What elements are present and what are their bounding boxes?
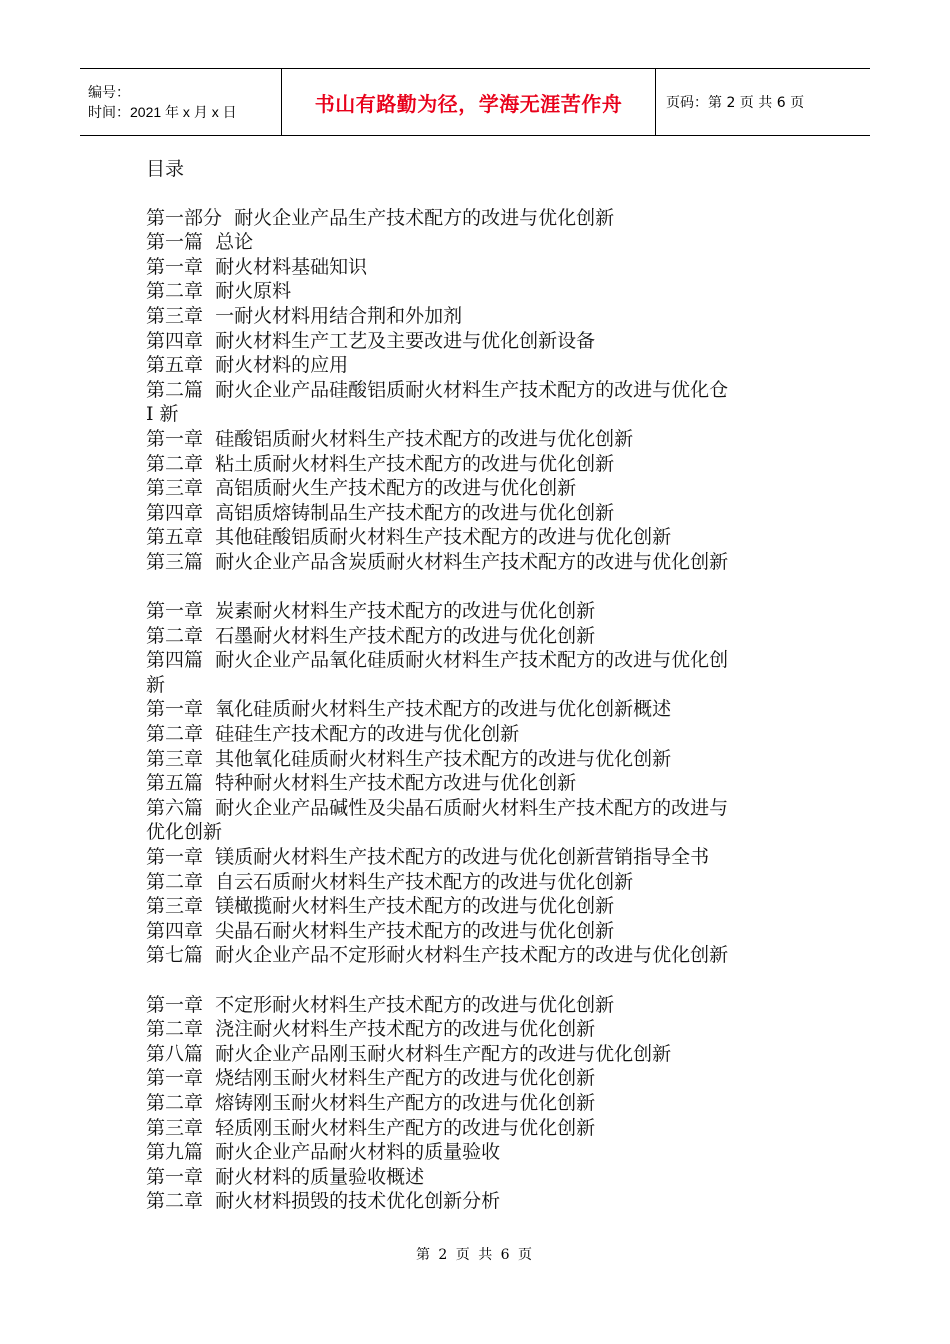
toc-line: 第一章 耐火材料基础知识: [146, 255, 368, 278]
toc-line: 第四章 尖晶石耐火材料生产技术配方的改进与优化创新: [146, 919, 615, 942]
toc-line: 第七篇 耐火企业产品不定形耐火材料生产技术配方的改进与优化创新: [146, 944, 729, 967]
toc-line: 第一章 烧结刚玉耐火材料生产配方的改进与优化创新: [146, 1067, 596, 1090]
toc-title: 目录: [146, 158, 185, 180]
toc-line: 第三章 轻质刚玉耐火材料生产配方的改进与优化创新: [146, 1116, 596, 1139]
toc-line: 第二章 熔铸刚玉耐火材料生产配方的改进与优化创新: [146, 1091, 596, 1114]
header-motto: 书山有路勤为径，学海无涯苦作舟: [314, 91, 623, 116]
toc-line: 第五章 耐火材料的应用: [146, 354, 349, 377]
toc-line: 第一章 硅酸铝质耐火材料生产技术配方的改进与优化创新: [146, 427, 634, 450]
page-footer: 第 2 页 共 6 页: [415, 1247, 535, 1263]
document-number-label: 编号：: [88, 84, 130, 100]
toc-line: 第二篇 耐火企业产品硅酸铝质耐火材料生产技术配方的改进与优化仓: [146, 378, 729, 401]
toc-line: 第二章 耐火材料损毁的技术优化创新分析: [146, 1190, 501, 1213]
toc-line: 第一章 氧化硅质耐火材料生产技术配方的改进与优化创新概述: [146, 698, 672, 721]
toc-line: 第二章 浇注耐火材料生产技术配方的改进与优化创新: [146, 1018, 596, 1041]
toc-line: 第五章 其他硅酸铝质耐火材料生产技术配方的改进与优化创新: [146, 526, 672, 549]
toc-line: [146, 968, 806, 993]
toc-line: 第一章 炭素耐火材料生产技术配方的改进与优化创新: [146, 600, 596, 623]
toc-line: 第三章 一耐火材料用结合荆和外加剂: [146, 304, 463, 327]
toc-line: 第二章 硅硅生产技术配方的改进与优化创新: [146, 723, 520, 746]
toc-line: 第一部分 耐火企业产品生产技术配方的改进与优化创新: [146, 206, 615, 229]
toc-line: 第三章 镁橄揽耐火材料生产技术配方的改进与优化创新: [146, 895, 615, 918]
toc-line: 第四章 高铝质熔铸制品生产技术配方的改进与优化创新: [146, 501, 615, 524]
toc-line: 优化创新: [146, 821, 223, 844]
page-header: [80, 68, 870, 136]
toc-lines: [146, 206, 806, 1214]
toc-line: 第五篇 特种耐火材料生产技术配方改进与优化创新: [146, 772, 577, 795]
toc-line: 第二章 耐火原料: [146, 280, 292, 303]
table-of-contents: [146, 157, 806, 1214]
toc-line: [146, 575, 806, 600]
header-left-cell: [80, 69, 282, 135]
toc-line: 第一章 耐火材料的质量验收概述: [146, 1165, 425, 1188]
toc-line: I 新: [146, 403, 179, 426]
toc-line: 第三章 高铝质耐火生产技术配方的改进与优化创新: [146, 477, 577, 500]
toc-line: 第一章 镁质耐火材料生产技术配方的改进与优化创新营销指导全书: [146, 846, 710, 869]
toc-line: 新: [146, 673, 166, 696]
document-time-label: 时间：2021 年 x 月 x 日: [88, 104, 237, 120]
toc-line: 第二章 石墨耐火材料生产技术配方的改进与优化创新: [146, 624, 596, 647]
header-motto-cell: [282, 69, 656, 135]
toc-line: 第二章 自云石质耐火材料生产技术配方的改进与优化创新: [146, 870, 634, 893]
toc-line: 第二章 粘土质耐火材料生产技术配方的改进与优化创新: [146, 452, 615, 475]
toc-line: 第六篇 耐火企业产品碱性及尖晶石质耐火材料生产技术配方的改进与: [146, 796, 729, 819]
header-page-info: 页码：第 2 页 共 6 页: [666, 95, 805, 111]
toc-line: 第一章 不定形耐火材料生产技术配方的改进与优化创新: [146, 993, 615, 1016]
toc-line: 第九篇 耐火企业产品耐火材料的质量验收: [146, 1141, 501, 1164]
toc-line: 第一篇 总论: [146, 231, 254, 254]
toc-line: 第三篇 耐火企业产品含炭质耐火材料生产技术配方的改进与优化创新: [146, 550, 729, 573]
toc-line: 第四章 耐火材料生产工艺及主要改进与优化创新设备: [146, 329, 596, 352]
toc-line: 第四篇 耐火企业产品氧化硅质耐火材料生产技术配方的改进与优化创: [146, 649, 729, 672]
toc-line: 第三章 其他氧化硅质耐火材料生产技术配方的改进与优化创新: [146, 747, 672, 770]
toc-line: 第八篇 耐火企业产品刚玉耐火材料生产配方的改进与优化创新: [146, 1042, 672, 1065]
header-page-cell: [656, 69, 870, 135]
